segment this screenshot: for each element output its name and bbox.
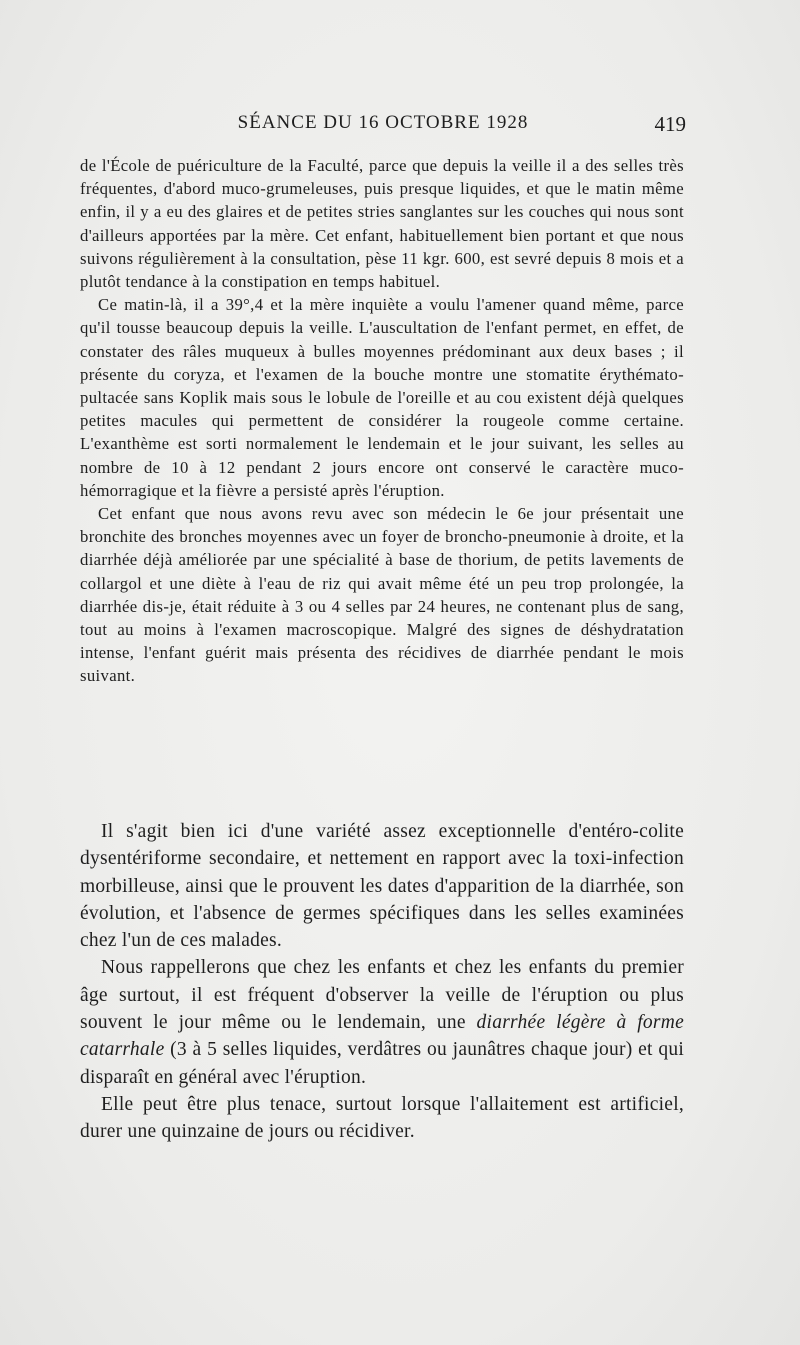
page-number: 419 — [654, 112, 686, 136]
case-paragraph-2: Ce matin-là, il a 39°,4 et la mère inquiète a voulu l'amener quand même, parce qu'il tousse beaucoup depuis la veille. L'auscultation de l'enfant permet, en effet, de constater des râles muqueux à bulles moyennes prédominant aux deux bases ; il présente du coryza, et l'examen de la bouche montre une stomatite érythémato-pultacée sans Koplik mais sous le lobule de l'oreille et au cou existent déjà quelques petites macules qui permettent de considérer la rougeole comme certaine. L'exanthème est sorti normalement le lendemain et le jour suivant, les selles au nombre de 10 à 12 pendant 2 jours encore ont conservé le caractère muco-hémorragique et la fièvre a persisté après l'éruption. — [80, 295, 684, 500]
discussion-paragraph-2-end: (3 à 5 selles liquides, verdâtres ou jaunâtres chaque jour) et qui disparaît en général avec l'éruption. — [80, 1039, 684, 1088]
discussion-paragraph-2 — [80, 954, 684, 1090]
discussion-text — [80, 818, 684, 1146]
case-paragraph-1: de l'École de puériculture de la Faculté, parce que depuis la veille il a des selles très fréquentes, d'abord muco-grumeleuses, puis presque liquides, et que le matin même enfin, il y a eu des glaires et de petites stries sanglantes sur les couches qui nous sont d'ailleurs apportées par la mère. Cet enfant, habituellement bien portant et que nous suivons régulièrement à la consultation, pèse 11 kgr. 600, est sevré depuis 8 mois et a plutôt tendance à la constipation en temps habituel. — [80, 156, 684, 292]
case-paragraph-3: Cet enfant que nous avons revu avec son médecin le 6e jour présentait une bronchite des bronches moyennes avec un foyer de broncho-pneumonie à droite, et la diarrhée déjà améliorée par une spécialité à base de thorium, de petits lavements de collargol et une diète à l'eau de riz qui avait même été un peu trop prolongée, la diarrhée dis-je, était réduite à 3 ou 4 selles par 24 heures, ne contenant plus de sang, tout au moins à l'examen macroscopique. Malgré des signes de déshydratation intense, l'enfant guérit mais présenta des récidives de diarrhée pendant le mois suivant. — [80, 504, 684, 686]
running-title: SÉANCE DU 16 OCTOBRE 1928 — [237, 112, 529, 133]
page-header — [80, 112, 686, 142]
discussion-paragraph-1: Il s'agit bien ici d'une variété assez exceptionnelle d'entéro-colite dysentériforme secondaire, et nettement en rapport avec la toxi-infection morbilleuse, ainsi que le prouvent les dates d'apparition de la diarrhée, son évolution, et l'absence de germes spécifiques dans les selles examinées chez l'un de ces malades. — [80, 821, 684, 952]
diarrhea-term-italic: diarrhée légère à forme catarrhale — [80, 1012, 684, 1061]
discussion-paragraph-3: Elle peut être plus tenace, surtout lorsque l'allaitement est artificiel, durer une quinzaine de jours ou récidiver. — [80, 1093, 684, 1143]
discussion-paragraph-2-start: Nous rappellerons que chez les enfants et chez les enfants du premier âge surtout, il est fréquent d'observer la veille de l'éruption ou plus souvent le jour même ou le lendemain, une — [80, 957, 684, 1034]
case-report-text — [80, 154, 684, 688]
